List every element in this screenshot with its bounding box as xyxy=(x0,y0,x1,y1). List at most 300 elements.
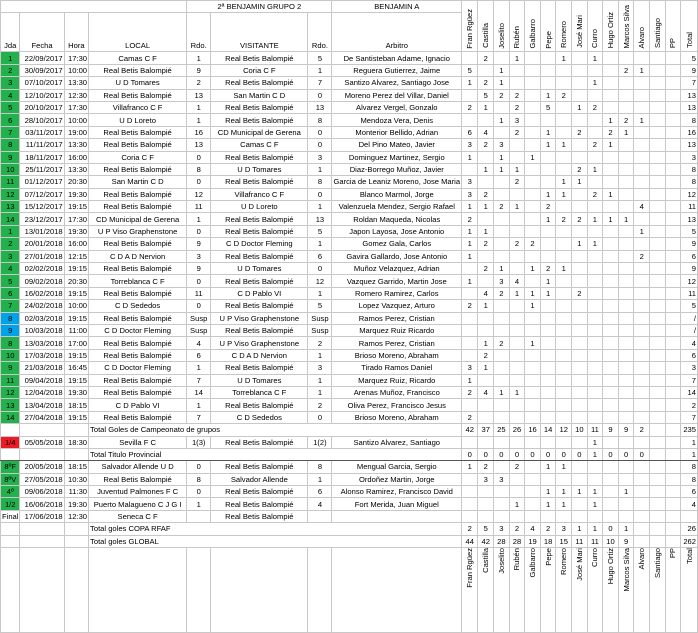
total-goals-cell[interactable]: 13 xyxy=(681,213,698,225)
player-goals-cell[interactable] xyxy=(509,324,525,336)
visitor-score-cell[interactable]: 4 xyxy=(308,498,332,510)
jornada-cell[interactable]: 9 xyxy=(1,151,20,163)
player-goals-cell[interactable] xyxy=(665,374,681,386)
player-goals-cell[interactable] xyxy=(540,238,556,250)
player-goals-cell[interactable]: 1 xyxy=(634,225,650,237)
player-goals-cell[interactable] xyxy=(634,163,650,175)
player-goals-cell[interactable] xyxy=(634,486,650,498)
jornada-cell[interactable]: 9 xyxy=(1,324,20,336)
player-goals-cell[interactable] xyxy=(587,225,603,237)
player-goals-cell[interactable] xyxy=(634,411,650,423)
player-goals-cell[interactable] xyxy=(634,386,650,398)
player-goals-cell[interactable] xyxy=(650,77,666,89)
player-goals-cell[interactable] xyxy=(665,225,681,237)
referee-cell[interactable]: Gomez Gala, Carlos xyxy=(332,238,462,250)
player-goals-cell[interactable] xyxy=(587,126,603,138)
player-goals-cell[interactable] xyxy=(650,399,666,411)
player-goals-cell[interactable] xyxy=(556,324,572,336)
visitor-team-cell[interactable]: C D Sededos xyxy=(211,411,308,423)
visitor-score-cell[interactable]: 0 xyxy=(308,126,332,138)
player-goals-cell[interactable] xyxy=(665,411,681,423)
visitor-score-cell[interactable]: 1 xyxy=(308,287,332,299)
player-goals-cell[interactable] xyxy=(634,349,650,361)
player-goals-cell[interactable]: 2 xyxy=(462,213,478,225)
player-goals-cell[interactable]: 1 xyxy=(587,213,603,225)
referee-cell[interactable]: Oliva Perez, Francisco Jesus xyxy=(332,399,462,411)
time-cell[interactable]: 13:30 xyxy=(64,139,88,151)
time-cell[interactable]: 16:00 xyxy=(64,238,88,250)
total-goals-cell[interactable]: 6 xyxy=(681,349,698,361)
time-cell[interactable]: 19:15 xyxy=(64,201,88,213)
jornada-cell[interactable]: 10 xyxy=(1,349,20,361)
player-goals-cell[interactable] xyxy=(650,461,666,473)
player-total-cell[interactable]: 0 xyxy=(540,448,556,460)
player-goals-cell[interactable]: 1 xyxy=(556,176,572,188)
player-goals-cell[interactable] xyxy=(603,324,619,336)
player-goals-cell[interactable] xyxy=(665,324,681,336)
local-team-cell[interactable]: C D Sededos xyxy=(89,300,187,312)
player-goals-cell[interactable] xyxy=(540,114,556,126)
player-goals-cell[interactable] xyxy=(525,163,541,175)
player-goals-cell[interactable] xyxy=(603,498,619,510)
player-total-cell[interactable]: 9 xyxy=(603,424,619,436)
visitor-score-cell[interactable]: 8 xyxy=(308,461,332,473)
player-goals-cell[interactable] xyxy=(540,436,556,448)
player-goals-cell[interactable] xyxy=(587,399,603,411)
date-cell[interactable]: 07/10/2017 xyxy=(20,77,64,89)
player-goals-cell[interactable]: 1 xyxy=(462,151,478,163)
player-goals-cell[interactable] xyxy=(540,64,556,76)
time-cell[interactable]: 12:30 xyxy=(64,89,88,101)
player-goals-cell[interactable]: 2 xyxy=(478,139,494,151)
player-total-cell[interactable]: 15 xyxy=(556,535,572,547)
local-score-cell[interactable] xyxy=(187,510,211,522)
visitor-score-cell[interactable]: 5 xyxy=(308,300,332,312)
visitor-team-cell[interactable]: Real Betis Balompié xyxy=(211,461,308,473)
total-goals-cell[interactable]: 9 xyxy=(681,64,698,76)
player-goals-cell[interactable]: 2 xyxy=(572,213,588,225)
player-goals-cell[interactable] xyxy=(650,498,666,510)
player-goals-cell[interactable] xyxy=(603,312,619,324)
player-goals-cell[interactable] xyxy=(556,362,572,374)
date-cell[interactable]: 05/05/2018 xyxy=(20,436,64,448)
date-cell[interactable]: 13/04/2018 xyxy=(20,399,64,411)
visitor-score-cell[interactable]: 5 xyxy=(308,52,332,64)
local-team-cell[interactable]: Real Betis Balompié xyxy=(89,312,187,324)
player-goals-cell[interactable] xyxy=(665,250,681,262)
local-team-cell[interactable]: C D Doctor Fleming xyxy=(89,324,187,336)
player-goals-cell[interactable] xyxy=(618,176,634,188)
player-goals-cell[interactable]: 1 xyxy=(525,300,541,312)
player-goals-cell[interactable] xyxy=(650,486,666,498)
player-goals-cell[interactable] xyxy=(525,250,541,262)
local-score-cell[interactable]: 8 xyxy=(187,473,211,485)
player-goals-cell[interactable] xyxy=(634,213,650,225)
player-total-cell[interactable] xyxy=(650,523,666,535)
total-goals-cell[interactable]: 5 xyxy=(681,52,698,64)
player-goals-cell[interactable]: 1 xyxy=(603,213,619,225)
player-goals-cell[interactable] xyxy=(525,486,541,498)
player-total-cell[interactable]: 0 xyxy=(618,448,634,460)
player-goals-cell[interactable] xyxy=(603,89,619,101)
local-team-cell[interactable]: Camas C F xyxy=(89,52,187,64)
player-goals-cell[interactable]: 1 xyxy=(494,263,510,275)
player-goals-cell[interactable]: 3 xyxy=(494,275,510,287)
player-goals-cell[interactable]: 1 xyxy=(525,263,541,275)
local-team-cell[interactable]: Real Betis Balompié xyxy=(89,349,187,361)
player-goals-cell[interactable] xyxy=(478,510,494,522)
date-cell[interactable]: 20/01/2018 xyxy=(20,238,64,250)
time-cell[interactable]: 19:15 xyxy=(64,349,88,361)
referee-cell[interactable]: Muñoz Velazquez, Adrian xyxy=(332,263,462,275)
local-score-cell[interactable]: 0 xyxy=(187,151,211,163)
player-goals-cell[interactable]: 1 xyxy=(462,77,478,89)
local-team-cell[interactable]: Real Betis Balompié xyxy=(89,473,187,485)
player-goals-cell[interactable]: 1 xyxy=(494,64,510,76)
player-goals-cell[interactable] xyxy=(478,374,494,386)
player-goals-cell[interactable] xyxy=(525,349,541,361)
player-goals-cell[interactable] xyxy=(587,362,603,374)
player-total-cell[interactable]: 1 xyxy=(587,448,603,460)
player-total-cell[interactable]: 2 xyxy=(634,424,650,436)
player-goals-cell[interactable] xyxy=(603,473,619,485)
player-goals-cell[interactable] xyxy=(494,374,510,386)
visitor-score-cell[interactable]: 0 xyxy=(308,263,332,275)
player-goals-cell[interactable] xyxy=(618,436,634,448)
player-total-cell[interactable]: 2 xyxy=(509,523,525,535)
local-score-cell[interactable]: 0 xyxy=(187,275,211,287)
player-goals-cell[interactable] xyxy=(540,225,556,237)
player-total-cell[interactable]: 18 xyxy=(540,535,556,547)
player-goals-cell[interactable] xyxy=(665,486,681,498)
player-total-cell[interactable]: 2 xyxy=(462,523,478,535)
player-goals-cell[interactable] xyxy=(462,52,478,64)
player-goals-cell[interactable] xyxy=(540,176,556,188)
player-goals-cell[interactable] xyxy=(618,77,634,89)
player-goals-cell[interactable] xyxy=(665,151,681,163)
date-cell[interactable]: 09/06/2018 xyxy=(20,486,64,498)
local-team-cell[interactable]: Real Betis Balompié xyxy=(89,89,187,101)
visitor-team-cell[interactable]: Real Betis Balompié xyxy=(211,114,308,126)
player-total-cell[interactable] xyxy=(665,448,681,460)
date-cell[interactable]: 12/04/2018 xyxy=(20,386,64,398)
player-goals-cell[interactable] xyxy=(603,300,619,312)
local-score-cell[interactable]: 16 xyxy=(187,126,211,138)
player-goals-cell[interactable]: 1 xyxy=(525,151,541,163)
visitor-score-cell[interactable]: 0 xyxy=(308,188,332,200)
local-team-cell[interactable]: Real Betis Balompié xyxy=(89,201,187,213)
visitor-score-cell[interactable] xyxy=(308,510,332,522)
player-goals-cell[interactable]: 1 xyxy=(494,77,510,89)
player-goals-cell[interactable] xyxy=(634,473,650,485)
date-cell[interactable]: 15/12/2017 xyxy=(20,201,64,213)
player-goals-cell[interactable] xyxy=(556,386,572,398)
player-goals-cell[interactable] xyxy=(634,399,650,411)
player-goals-cell[interactable] xyxy=(618,349,634,361)
local-score-cell[interactable]: 7 xyxy=(187,411,211,423)
visitor-team-cell[interactable]: CD Municipal de Gerena xyxy=(211,126,308,138)
player-goals-cell[interactable] xyxy=(618,163,634,175)
player-total-cell[interactable]: 1 xyxy=(618,523,634,535)
total-goals-cell[interactable]: 9 xyxy=(681,238,698,250)
jornada-cell[interactable]: 5 xyxy=(1,101,20,113)
visitor-team-cell[interactable]: Real Betis Balompié xyxy=(211,362,308,374)
player-total-cell[interactable] xyxy=(665,523,681,535)
player-goals-cell[interactable] xyxy=(525,386,541,398)
date-cell[interactable]: 09/02/2018 xyxy=(20,275,64,287)
player-goals-cell[interactable]: 2 xyxy=(618,64,634,76)
player-goals-cell[interactable] xyxy=(603,151,619,163)
player-goals-cell[interactable] xyxy=(556,349,572,361)
jornada-cell[interactable]: 2 xyxy=(1,64,20,76)
player-goals-cell[interactable] xyxy=(572,52,588,64)
jornada-cell[interactable]: 3 xyxy=(1,250,20,262)
player-goals-cell[interactable] xyxy=(634,510,650,522)
player-goals-cell[interactable]: 1 xyxy=(618,126,634,138)
time-cell[interactable]: 19:30 xyxy=(64,498,88,510)
visitor-score-cell[interactable]: 13 xyxy=(308,101,332,113)
referee-cell[interactable]: Roldan Maqueda, Nicolas xyxy=(332,213,462,225)
player-goals-cell[interactable] xyxy=(665,349,681,361)
player-goals-cell[interactable] xyxy=(509,510,525,522)
referee-cell[interactable]: Lopez Vazquez, Arturo xyxy=(332,300,462,312)
local-score-cell[interactable]: Susp xyxy=(187,312,211,324)
time-cell[interactable]: 19:15 xyxy=(64,263,88,275)
player-goals-cell[interactable] xyxy=(556,77,572,89)
visitor-score-cell[interactable]: 1 xyxy=(308,374,332,386)
player-goals-cell[interactable] xyxy=(665,114,681,126)
player-goals-cell[interactable] xyxy=(665,163,681,175)
player-goals-cell[interactable] xyxy=(587,473,603,485)
player-goals-cell[interactable] xyxy=(587,64,603,76)
player-goals-cell[interactable] xyxy=(572,89,588,101)
total-goals-cell[interactable]: 2 xyxy=(681,399,698,411)
player-goals-cell[interactable]: 1 xyxy=(556,263,572,275)
player-goals-cell[interactable]: 1 xyxy=(509,201,525,213)
player-goals-cell[interactable] xyxy=(572,300,588,312)
player-goals-cell[interactable]: 1 xyxy=(556,188,572,200)
player-goals-cell[interactable] xyxy=(572,399,588,411)
player-total-cell[interactable]: 19 xyxy=(525,535,541,547)
time-cell[interactable]: 10:30 xyxy=(64,473,88,485)
player-total-cell[interactable] xyxy=(665,424,681,436)
player-goals-cell[interactable] xyxy=(634,461,650,473)
local-team-cell[interactable]: Sevilla F C xyxy=(89,436,187,448)
total-goals-cell[interactable]: 3 xyxy=(681,151,698,163)
player-goals-cell[interactable]: 1 xyxy=(540,139,556,151)
visitor-score-cell[interactable]: 13 xyxy=(308,213,332,225)
player-goals-cell[interactable] xyxy=(634,324,650,336)
player-goals-cell[interactable]: 1 xyxy=(462,201,478,213)
time-cell[interactable]: 17:30 xyxy=(64,101,88,113)
local-score-cell[interactable]: 6 xyxy=(187,349,211,361)
player-goals-cell[interactable] xyxy=(494,52,510,64)
player-goals-cell[interactable] xyxy=(572,324,588,336)
player-goals-cell[interactable] xyxy=(634,151,650,163)
visitor-score-cell[interactable]: 7 xyxy=(308,77,332,89)
player-goals-cell[interactable] xyxy=(650,386,666,398)
player-goals-cell[interactable] xyxy=(540,151,556,163)
time-cell[interactable]: 19:30 xyxy=(64,188,88,200)
player-goals-cell[interactable] xyxy=(540,324,556,336)
player-goals-cell[interactable] xyxy=(556,250,572,262)
date-cell[interactable]: 23/12/2017 xyxy=(20,213,64,225)
player-goals-cell[interactable]: 2 xyxy=(540,263,556,275)
local-score-cell[interactable]: 0 xyxy=(187,461,211,473)
player-goals-cell[interactable]: 2 xyxy=(587,139,603,151)
jornada-cell[interactable]: 9 xyxy=(1,362,20,374)
player-goals-cell[interactable]: 1 xyxy=(462,225,478,237)
total-goals-cell[interactable]: / xyxy=(681,312,698,324)
player-goals-cell[interactable] xyxy=(618,275,634,287)
player-goals-cell[interactable] xyxy=(478,64,494,76)
total-goals-cell[interactable]: 11 xyxy=(681,287,698,299)
player-goals-cell[interactable]: 1 xyxy=(572,486,588,498)
jornada-cell[interactable]: 14 xyxy=(1,411,20,423)
player-goals-cell[interactable]: 3 xyxy=(462,176,478,188)
referee-cell[interactable]: Moreno Perez del Villar, Daniel xyxy=(332,89,462,101)
player-goals-cell[interactable] xyxy=(587,263,603,275)
player-goals-cell[interactable] xyxy=(618,139,634,151)
player-goals-cell[interactable] xyxy=(509,225,525,237)
player-goals-cell[interactable]: 1 xyxy=(572,238,588,250)
player-goals-cell[interactable] xyxy=(572,461,588,473)
total-goals-cell[interactable]: 13 xyxy=(681,89,698,101)
referee-cell[interactable]: Romero Ramirez, Carlos xyxy=(332,287,462,299)
visitor-team-cell[interactable]: Real Betis Balompié xyxy=(211,275,308,287)
player-total-cell[interactable]: 10 xyxy=(572,424,588,436)
player-total-cell[interactable]: 0 xyxy=(572,448,588,460)
total-goals-cell[interactable]: 3 xyxy=(681,362,698,374)
total-goals-cell[interactable]: 12 xyxy=(681,188,698,200)
player-total-cell[interactable]: 0 xyxy=(494,448,510,460)
local-team-cell[interactable]: Real Betis Balompié xyxy=(89,188,187,200)
player-goals-cell[interactable] xyxy=(665,275,681,287)
player-goals-cell[interactable]: 1 xyxy=(587,498,603,510)
player-goals-cell[interactable] xyxy=(494,324,510,336)
jornada-cell[interactable]: 4 xyxy=(1,89,20,101)
player-goals-cell[interactable]: 1 xyxy=(478,225,494,237)
local-score-cell[interactable]: 13 xyxy=(187,89,211,101)
date-cell[interactable]: 09/04/2018 xyxy=(20,374,64,386)
player-goals-cell[interactable]: 1 xyxy=(509,52,525,64)
date-cell[interactable]: 30/09/2017 xyxy=(20,64,64,76)
jornada-cell[interactable]: 7 xyxy=(1,300,20,312)
player-goals-cell[interactable] xyxy=(525,510,541,522)
date-cell[interactable]: 16/06/2018 xyxy=(20,498,64,510)
visitor-score-cell[interactable]: 8 xyxy=(308,114,332,126)
date-cell[interactable]: 07/12/2017 xyxy=(20,188,64,200)
jornada-cell[interactable]: 4º xyxy=(1,486,20,498)
player-goals-cell[interactable] xyxy=(556,436,572,448)
player-goals-cell[interactable] xyxy=(587,300,603,312)
player-goals-cell[interactable] xyxy=(494,399,510,411)
grand-total-cell[interactable]: 262 xyxy=(681,535,698,547)
player-goals-cell[interactable] xyxy=(587,275,603,287)
player-goals-cell[interactable] xyxy=(603,163,619,175)
referee-cell[interactable]: Garcia de Leaniz Moreno, Jose Maria xyxy=(333,177,461,187)
grand-total-cell[interactable]: 235 xyxy=(681,424,698,436)
player-goals-cell[interactable] xyxy=(650,213,666,225)
visitor-score-cell[interactable]: 6 xyxy=(308,486,332,498)
player-goals-cell[interactable] xyxy=(540,510,556,522)
player-goals-cell[interactable]: 2 xyxy=(462,411,478,423)
visitor-score-cell[interactable]: 1 xyxy=(308,349,332,361)
date-cell[interactable]: 16/02/2018 xyxy=(20,287,64,299)
total-goals-cell[interactable]: 8 xyxy=(681,163,698,175)
player-total-cell[interactable]: 3 xyxy=(556,523,572,535)
total-goals-cell[interactable]: 6 xyxy=(681,250,698,262)
total-goals-cell[interactable]: 7 xyxy=(681,77,698,89)
player-goals-cell[interactable]: 1 xyxy=(587,436,603,448)
referee-cell[interactable]: Dominguez Martinez, Sergio xyxy=(332,151,462,163)
player-goals-cell[interactable] xyxy=(603,436,619,448)
total-goals-cell[interactable]: 11 xyxy=(681,201,698,213)
jornada-cell[interactable]: 8 xyxy=(1,337,20,349)
player-goals-cell[interactable]: 2 xyxy=(462,386,478,398)
time-cell[interactable]: 12:15 xyxy=(64,250,88,262)
player-goals-cell[interactable] xyxy=(650,176,666,188)
player-goals-cell[interactable] xyxy=(540,349,556,361)
player-goals-cell[interactable] xyxy=(618,399,634,411)
player-goals-cell[interactable] xyxy=(603,399,619,411)
player-goals-cell[interactable] xyxy=(603,101,619,113)
player-goals-cell[interactable] xyxy=(556,64,572,76)
visitor-score-cell[interactable]: 1 xyxy=(308,386,332,398)
local-team-cell[interactable]: Real Betis Balompié xyxy=(89,386,187,398)
player-goals-cell[interactable] xyxy=(665,213,681,225)
player-goals-cell[interactable] xyxy=(650,52,666,64)
local-team-cell[interactable]: U D Loreto xyxy=(89,114,187,126)
jornada-cell[interactable]: 7 xyxy=(1,126,20,138)
time-cell[interactable]: 19:00 xyxy=(64,126,88,138)
player-goals-cell[interactable] xyxy=(462,324,478,336)
player-goals-cell[interactable]: 1 xyxy=(478,201,494,213)
player-goals-cell[interactable] xyxy=(618,362,634,374)
visitor-team-cell[interactable]: Torreblanca C F xyxy=(211,386,308,398)
player-goals-cell[interactable] xyxy=(618,510,634,522)
player-goals-cell[interactable] xyxy=(618,386,634,398)
player-total-cell[interactable]: 44 xyxy=(462,535,478,547)
player-goals-cell[interactable] xyxy=(665,386,681,398)
player-goals-cell[interactable] xyxy=(650,374,666,386)
player-total-cell[interactable]: 0 xyxy=(603,448,619,460)
player-goals-cell[interactable] xyxy=(603,411,619,423)
player-goals-cell[interactable]: 1 xyxy=(478,101,494,113)
player-goals-cell[interactable]: 2 xyxy=(509,238,525,250)
local-team-cell[interactable]: Real Betis Balompié xyxy=(89,411,187,423)
player-goals-cell[interactable] xyxy=(618,201,634,213)
total-goals-cell[interactable]: 9 xyxy=(681,263,698,275)
player-goals-cell[interactable] xyxy=(540,473,556,485)
local-team-cell[interactable]: Real Betis Balompié xyxy=(89,126,187,138)
player-goals-cell[interactable] xyxy=(634,436,650,448)
player-goals-cell[interactable] xyxy=(618,374,634,386)
referee-cell[interactable]: Ordoñez Martin, Jorge xyxy=(332,473,462,485)
referee-cell[interactable]: Alonso Ramirez, Francisco David xyxy=(332,486,462,498)
time-cell[interactable]: 13:30 xyxy=(64,163,88,175)
player-goals-cell[interactable] xyxy=(634,312,650,324)
player-total-cell[interactable]: 11 xyxy=(572,535,588,547)
player-goals-cell[interactable]: 1 xyxy=(587,163,603,175)
visitor-team-cell[interactable]: Salvador Allende xyxy=(211,473,308,485)
player-total-cell[interactable] xyxy=(634,523,650,535)
player-total-cell[interactable]: 25 xyxy=(494,424,510,436)
player-goals-cell[interactable] xyxy=(572,312,588,324)
visitor-team-cell[interactable]: C D Doctor Fleming xyxy=(211,238,308,250)
date-cell[interactable]: 25/11/2017 xyxy=(20,163,64,175)
total-goals-cell[interactable]: 7 xyxy=(681,411,698,423)
